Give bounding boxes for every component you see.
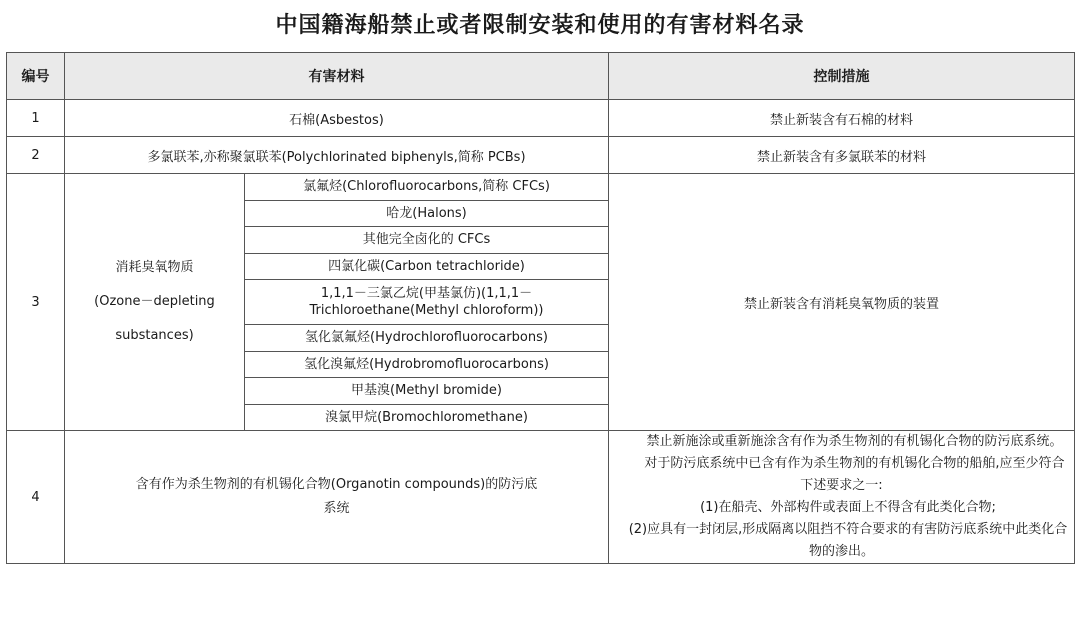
- row-number: 2: [7, 137, 65, 174]
- substance-cell: 氢化溴氟烃(Hydrobromofluorocarbons): [245, 351, 609, 378]
- substance-cell: 溴氯甲烷(Bromochloromethane): [245, 404, 609, 431]
- group-name-line: 消耗臭氧物质: [115, 260, 194, 275]
- measure-cell: 禁止新装含有多氯联苯的材料: [609, 137, 1075, 174]
- table-row: [7, 100, 1075, 137]
- header-measure: 控制措施: [609, 53, 1075, 100]
- measure-cell: 禁止新装含有石棉的材料: [609, 100, 1075, 137]
- table-header-row: [7, 53, 1075, 100]
- header-number: 编号: [7, 53, 65, 100]
- material-cell: [65, 431, 609, 564]
- substance-cell: 氯氟烃(Chlorofluorocarbons,简称 CFCs): [245, 174, 609, 201]
- row-number: 4: [7, 431, 65, 564]
- substance-cell: 甲基溴(Methyl bromide): [245, 378, 609, 405]
- page-title: 中国籍海船禁止或者限制安装和使用的有害材料名录: [275, 12, 805, 38]
- substance-line: 1,1,1－三氯乙烷(甲基氯仿)(1,1,1－: [320, 286, 533, 301]
- table-row: [7, 137, 1075, 174]
- measure-paragraph: 对于防污底系统中已含有作为杀生物剂的有机锡化合物的船舶,应至少符合下述要求之一:: [644, 456, 1065, 493]
- substance-cell: 氢化氯氟烃(Hydrochlorofluorocarbons): [245, 325, 609, 352]
- material-cell: 多氯联苯,亦称聚氯联苯(Polychlorinated biphenyls,简称 PCBs): [65, 137, 609, 174]
- measure-paragraph: (2)应具有一封闭层,形成隔离以阻挡不符合要求的有害防污底系统中此类化合物的渗出。: [628, 522, 1068, 559]
- row-number: 1: [7, 100, 65, 137]
- measure-paragraph: 禁止新施涂或重新施涂含有作为杀生物剂的有机锡化合物的防污底系统。: [646, 434, 1063, 449]
- substance-group-cell: [65, 174, 245, 431]
- measure-paragraph: (1)在船壳、外部构件或表面上不得含有此类化合物;: [700, 500, 996, 515]
- row-number: 3: [7, 174, 65, 431]
- substance-cell: [245, 280, 609, 325]
- material-cell: 石棉(Asbestos): [65, 100, 609, 137]
- measure-cell: [609, 431, 1075, 564]
- group-name-line: (Ozone－depleting: [94, 294, 215, 309]
- hazardous-materials-table: [6, 52, 1075, 564]
- group-name-line: substances): [115, 328, 194, 343]
- material-line: 系统: [323, 501, 350, 516]
- measure-cell: 禁止新装含有消耗臭氧物质的装置: [609, 174, 1075, 431]
- substance-cell: 哈龙(Halons): [245, 200, 609, 227]
- substance-line: Trichloroethane(Methyl chloroform)): [309, 303, 544, 318]
- header-material: 有害材料: [65, 53, 609, 100]
- substance-cell: 其他完全卤化的 CFCs: [245, 227, 609, 254]
- substance-cell: 四氯化碳(Carbon tetrachloride): [245, 253, 609, 280]
- table-row: [7, 431, 1075, 564]
- material-line: 含有作为杀生物剂的有机锡化合物(Organotin compounds)的防污底: [135, 477, 538, 492]
- table-row: [7, 174, 1075, 201]
